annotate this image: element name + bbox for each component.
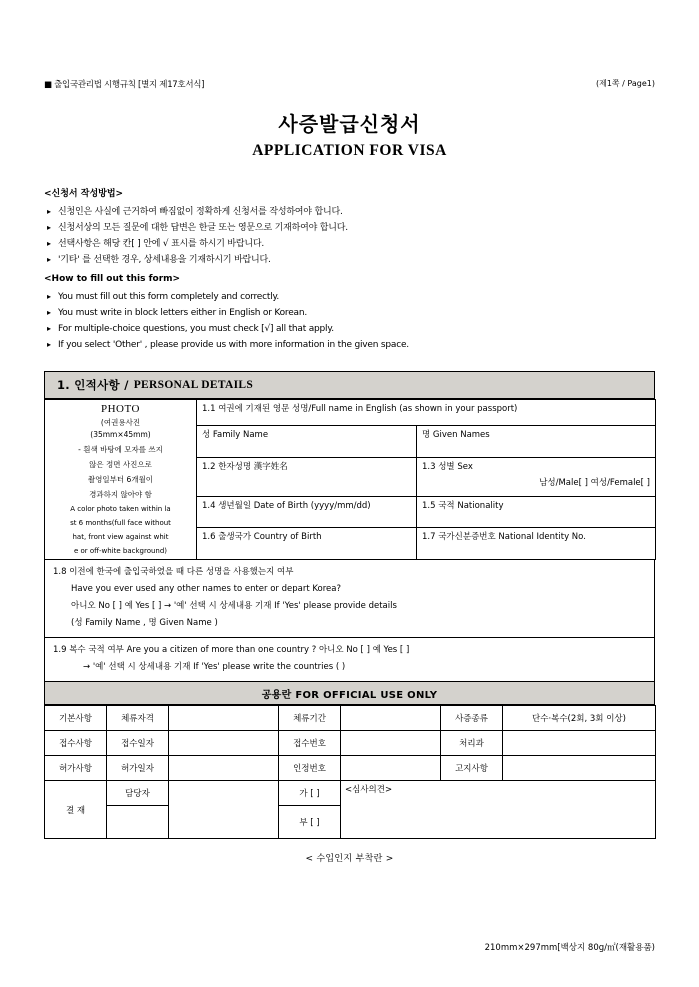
instruction-item: ▸ 신청인은 사실에 근거하여 빠짐없이 정확하게 신청서를 작성하여야 합니다. [44,204,655,220]
field-label-full-name: 1.1 여권에 기재된 영문 성명/Full name in English (as shown in your passport) [197,400,656,426]
official-row-label: 접수사항 [45,731,107,756]
official-field-value[interactable] [503,756,656,781]
field-hanja-name[interactable]: 1.2 한자성명 漢字姓名 [197,457,417,496]
table-row [45,781,656,806]
official-row-label: 허가사항 [45,756,107,781]
q19-line-2[interactable]: → '예' 선택 시 상세내용 기재 If 'Yes' please write the countries ( ) [83,662,346,672]
table-row [45,756,656,781]
photo-spec-line: (여권용사진 [100,418,141,427]
page-title-en: APPLICATION FOR VISA [252,142,447,159]
section-title-en: PERSONAL DETAILS [133,379,254,391]
q19-line-1[interactable]: 1.9 복수 국적 여부 Are you a citizen of more than one country ? 아니오 No [ ] 예 Yes [ ] [53,645,410,655]
field-label-sex: 1.3 성별 Sex [422,461,473,472]
instruction-item: ▸ For multiple-choice questions, you must check [√] all that apply. [44,321,655,337]
photo-note-line: 촬영일부터 6개월이 [87,475,154,484]
field-national-identity-no[interactable]: 1.7 국가신분증번호 National Identity No. [417,528,656,560]
official-row-label: 기본사항 [45,706,107,731]
official-field-value[interactable] [169,756,279,781]
personal-details-table [44,399,656,560]
field-sex[interactable] [417,457,656,496]
photo-note-en-line: st 6 months(full face without [70,519,171,527]
instruction-item: ▸ '기타' 를 선택한 경우, 상세내용을 기재하시기 바랍니다. [44,252,655,268]
official-field-value[interactable] [341,731,441,756]
regulation-reference: ■ 출입국관리법 시행규칙 [별지 제17호서식] [44,80,205,90]
section-header-personal-details [44,371,655,399]
instructions-heading-ko: <신청서 작성방법> [44,189,124,199]
official-field-value[interactable]: 단수·복수(2회, 3회 이상) [503,706,656,731]
review-opinion-area[interactable] [341,781,656,839]
question-1-9 [44,638,655,682]
photo-note-line: - 흰색 바탕에 모자를 쓰지 [78,445,163,454]
official-use-header: 공용란 FOR OFFICIAL USE ONLY [44,682,655,705]
page-title-ko: 사증발급신청서 [278,112,421,136]
official-use-table [44,705,656,839]
sex-options[interactable]: 남성/Male[ ] 여성/Female[ ] [539,477,650,488]
instructions-block [44,186,655,353]
official-field-label: 사증종류 [441,706,503,731]
q18-line-ko: 1.8 이전에 한국에 출입국하였을 때 다른 성명을 사용했는지 여부 [53,567,294,577]
table-row [45,706,656,731]
official-field-label: 인정번호 [279,756,341,781]
page-number: (제1쪽 / Page1) [595,79,655,88]
official-field-label: 접수일자 [107,731,169,756]
q18-details[interactable]: (성 Family Name , 명 Given Name ) [71,618,218,628]
approval-person-value[interactable] [107,806,169,839]
photo-note-en-line: hat, front view against whit [72,533,169,541]
photo-spec-line: (35mm×45mm) [90,430,151,439]
approval-option-yes[interactable]: 가 [ ] [279,781,341,806]
q18-line-en: Have you ever used any other names to enter or depart Korea? [71,584,341,594]
official-field-label: 고지사항 [441,756,503,781]
photo-note-en-line: e or off-white background) [73,547,168,555]
official-field-label: 접수번호 [279,731,341,756]
official-field-value[interactable] [503,731,656,756]
photo-label: PHOTO [101,403,140,415]
instructions-heading-en: <How to fill out this form> [44,274,181,284]
table-row [45,731,656,756]
field-nationality[interactable]: 1.5 국적 Nationality [417,496,656,528]
instruction-item: ▸ 선택사항은 해당 칸[ ] 안에 √ 표시를 하시기 바랍니다. [44,236,655,252]
approval-person-label: 담당자 [107,781,169,806]
question-1-8 [44,560,655,638]
instruction-item: ▸ You must write in block letters either in English or Korean. [44,305,655,321]
official-field-value[interactable] [169,731,279,756]
photo-note-en-line: A color photo taken within la [70,505,171,513]
field-country-of-birth[interactable]: 1.6 출생국가 Country of Birth [197,528,417,560]
field-label-given-names[interactable]: 명 Given Names [417,426,656,458]
field-date-of-birth[interactable]: 1.4 생년월일 Date of Birth (yyyy/mm/dd) [197,496,417,528]
photo-note-line: 경과하지 않아야 함 [89,490,152,499]
section-title-ko: 1. 인적사항 / [57,378,129,392]
document-header [44,78,655,90]
review-opinion-label: <심사의견> [345,785,393,795]
official-field-value[interactable] [169,706,279,731]
official-field-value[interactable] [341,706,441,731]
official-field-label: 체류기간 [279,706,341,731]
official-field-value[interactable] [341,756,441,781]
approval-option-no[interactable]: 부 [ ] [279,806,341,839]
q18-options[interactable]: 아니오 No [ ] 예 Yes [ ] → '예' 선택 시 상세내용 기재 If 'Yes' please provide details [71,601,397,611]
official-field-label: 처리과 [441,731,503,756]
field-label-family-name[interactable]: 성 Family Name [197,426,417,458]
instruction-item: ▸ You must fill out this form completely and correctly. [44,289,655,305]
official-field-label: 체류자격 [107,706,169,731]
photo-box [45,400,197,560]
instruction-item: ▸ If you select 'Other' , please provide us with more information in the given space. [44,337,655,353]
revenue-stamp-note: < 수입인지 부착란 > [305,854,394,864]
approval-label: 결 재 [45,781,107,839]
paper-spec-note: 210mm×297mm[백상지 80g/㎡(재활용품) [484,943,655,953]
approval-signature-area[interactable] [169,781,279,839]
photo-note-line: 않은 정면 사진으로 [89,460,152,469]
instruction-item: ▸ 신청서상의 모든 질문에 대한 답변은 한글 또는 영문으로 기재하여야 합니다. [44,220,655,236]
official-field-label: 허가일자 [107,756,169,781]
